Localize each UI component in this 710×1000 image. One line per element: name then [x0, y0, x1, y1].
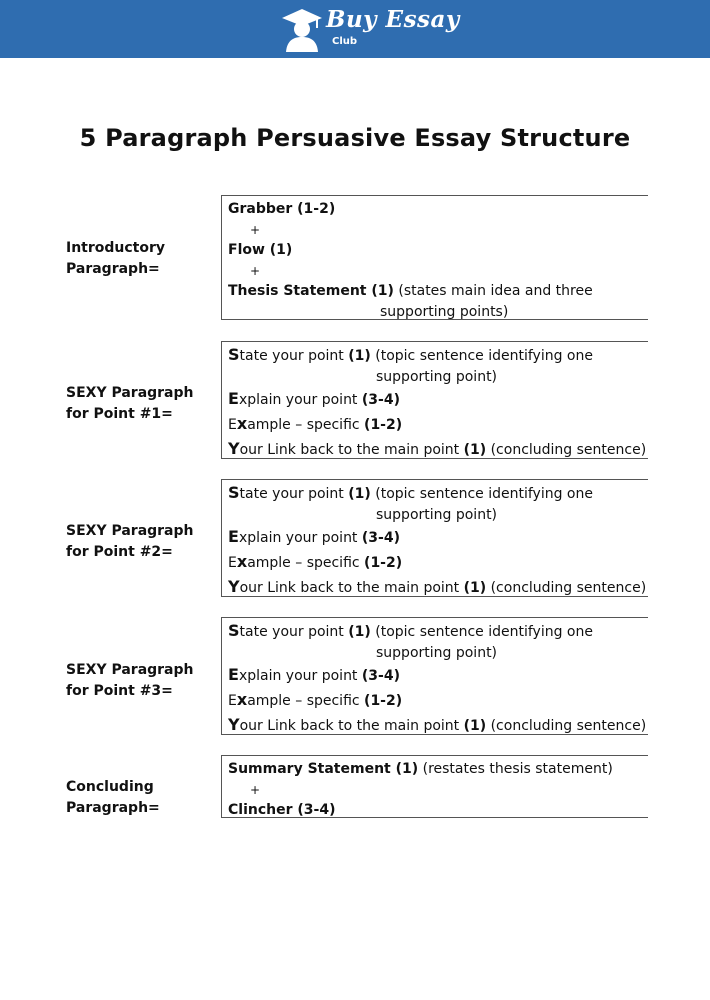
link-back-line: Your Link back to the main point (1) (concluding sentence)	[228, 439, 647, 458]
thesis-line: Thesis Statement (1) (states main idea and three	[228, 283, 593, 299]
clincher-line: Clincher (3-4)	[228, 802, 336, 818]
example-line: Example – specific (1-2)	[228, 552, 403, 571]
state-point-line: State your point (1) (topic sentence identifying one	[228, 345, 593, 364]
brand-sub: Club	[332, 36, 358, 47]
example-line: Example – specific (1-2)	[228, 690, 403, 709]
plus-sign: +	[250, 782, 261, 797]
plus-sign: +	[250, 263, 261, 278]
sexy-box	[221, 479, 648, 597]
graduate-icon	[280, 4, 324, 54]
brand-logo[interactable]	[280, 4, 460, 54]
intro-label: Introductory Paragraph=	[66, 240, 166, 277]
conclusion-label: Concluding Paragraph=	[66, 779, 160, 816]
brand-name: Buy Essay	[326, 6, 460, 33]
sexy-label: SEXY Paragraph for Point #2=	[66, 523, 194, 560]
plus-sign: +	[250, 222, 261, 237]
thesis-continued: supporting points)	[380, 303, 509, 320]
state-point-line: State your point (1) (topic sentence identifying one	[228, 483, 593, 502]
summary-line: Summary Statement (1) (restates thesis statement)	[228, 761, 613, 777]
example-line: Example – specific (1-2)	[228, 414, 403, 433]
explain-line: Explain your point (3-4)	[228, 665, 400, 684]
sexy-label: SEXY Paragraph for Point #1=	[66, 385, 194, 422]
state-point-continued: supporting point)	[376, 644, 498, 661]
explain-line: Explain your point (3-4)	[228, 527, 400, 546]
intro-box	[221, 195, 648, 320]
link-back-line: Your Link back to the main point (1) (concluding sentence)	[228, 715, 647, 734]
state-point-line: State your point (1) (topic sentence identifying one	[228, 621, 593, 640]
flow-line: Flow (1)	[228, 242, 293, 258]
site-header	[0, 0, 710, 58]
sexy-box	[221, 617, 648, 735]
page-title: 5 Paragraph Persuasive Essay Structure	[79, 124, 631, 152]
state-point-continued: supporting point)	[376, 506, 498, 523]
state-point-continued: supporting point)	[376, 368, 498, 385]
link-back-line: Your Link back to the main point (1) (concluding sentence)	[228, 577, 647, 596]
sexy-box	[221, 341, 648, 459]
sexy-label: SEXY Paragraph for Point #3=	[66, 662, 194, 699]
grabber-line: Grabber (1-2)	[228, 201, 336, 217]
explain-line: Explain your point (3-4)	[228, 389, 400, 408]
conclusion-box	[221, 755, 648, 818]
